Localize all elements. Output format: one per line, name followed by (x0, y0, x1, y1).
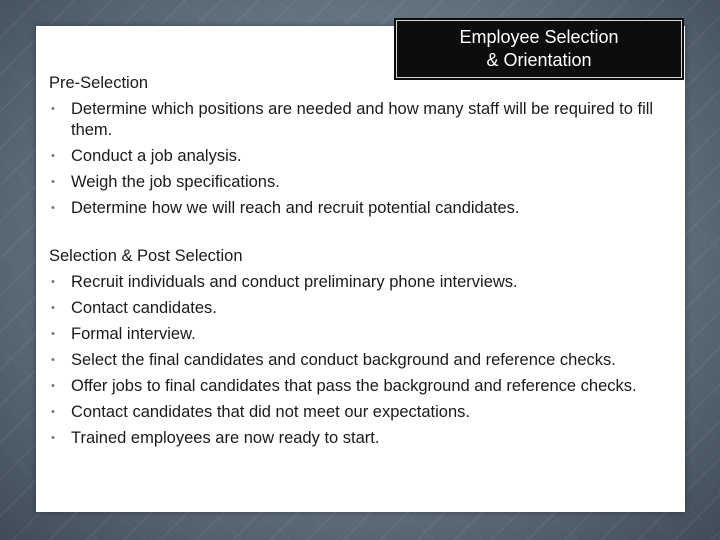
bullet-icon: • (51, 432, 55, 444)
list-item-text: Formal interview. (71, 325, 196, 343)
slide-title-line-1: Employee Selection (459, 27, 619, 47)
list-item (49, 399, 679, 425)
bullet-icon: • (51, 176, 55, 188)
list-item (49, 321, 679, 347)
selection-list (49, 269, 679, 451)
section-heading-selection: Selection & Post Selection (49, 247, 243, 265)
list-item (49, 269, 679, 295)
list-item-text: Trained employees are now ready to start. (71, 429, 380, 447)
list-item (49, 425, 679, 451)
list-item-text: Recruit individuals and conduct preliminary phone interviews. (71, 273, 518, 291)
section-spacer (49, 221, 679, 243)
list-item-text: Weigh the job specifications. (71, 173, 280, 191)
section-heading-pre-selection: Pre-Selection (49, 74, 149, 92)
bullet-icon: • (51, 150, 55, 162)
bullet-icon: • (51, 202, 55, 214)
slide-content (49, 70, 679, 451)
slide-title-line-2: & Orientation (486, 50, 592, 70)
list-item-text: Offer jobs to final candidates that pass the background and reference checks. (71, 377, 637, 395)
list-item-text: Select the final candidates and conduct background and reference checks. (71, 351, 616, 369)
list-item-text: Conduct a job analysis. (71, 147, 242, 165)
list-item-text: Contact candidates. (71, 299, 217, 317)
bullet-icon: • (51, 328, 55, 340)
slide-title-box (396, 20, 682, 78)
list-item (49, 195, 679, 221)
bullet-icon: • (51, 103, 55, 115)
list-item (49, 295, 679, 321)
list-item (49, 96, 679, 143)
list-item-text: Contact candidates that did not meet our expectations. (71, 403, 470, 421)
bullet-icon: • (51, 406, 55, 418)
list-item (49, 373, 679, 399)
list-item (49, 347, 679, 373)
bullet-icon: • (51, 302, 55, 314)
pre-selection-list (49, 96, 679, 221)
bullet-icon: • (51, 380, 55, 392)
list-item (49, 169, 679, 195)
bullet-icon: • (51, 354, 55, 366)
list-item-text: Determine how we will reach and recruit potential candidates. (71, 199, 520, 217)
bullet-icon: • (51, 276, 55, 288)
list-item (49, 143, 679, 169)
list-item-text: Determine which positions are needed and how many staff will be required to fill them. (71, 100, 654, 139)
